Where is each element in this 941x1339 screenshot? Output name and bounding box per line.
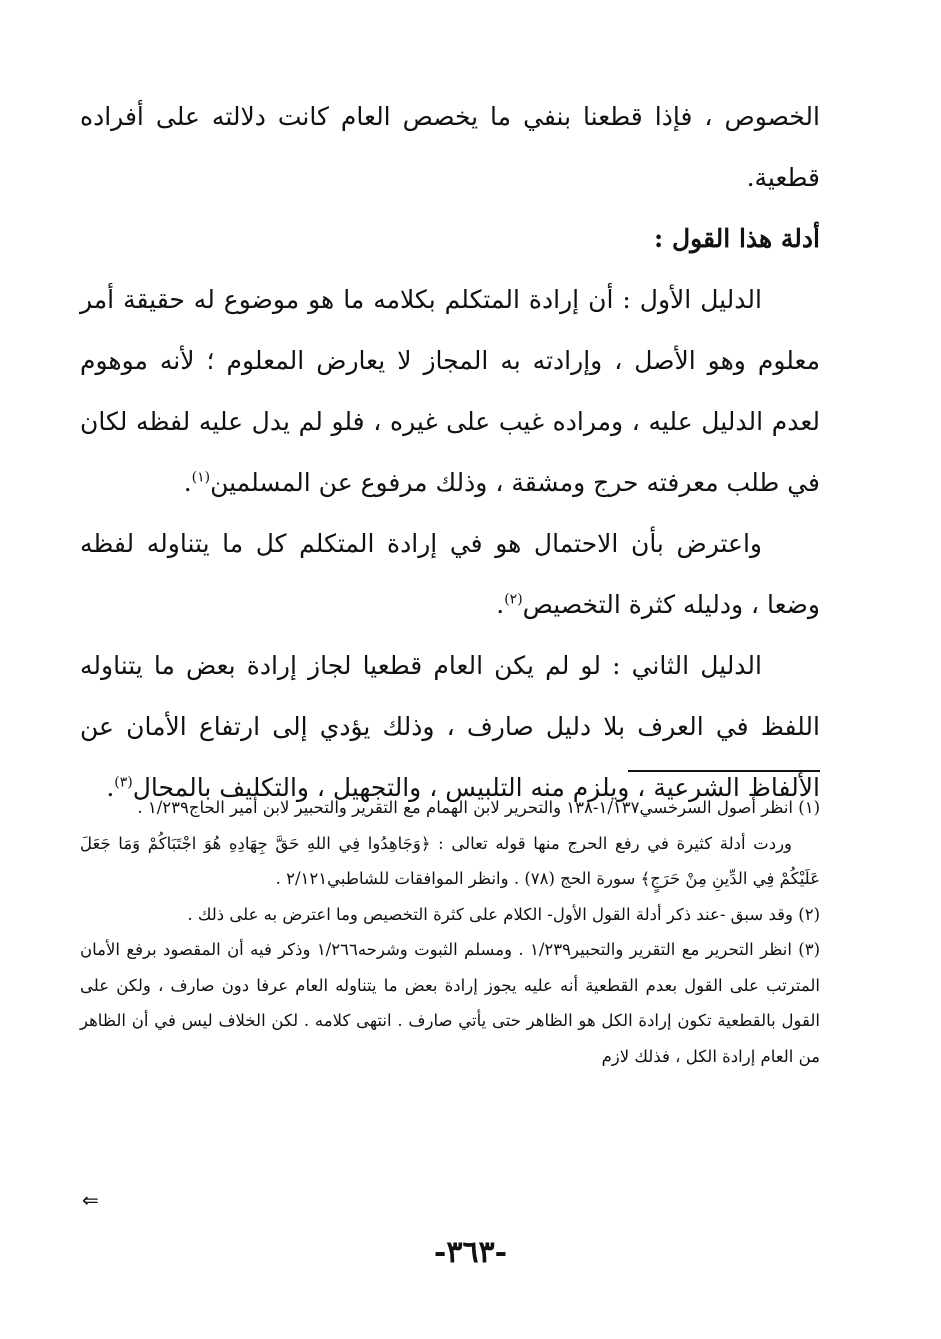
- footnote-1: (١) انظر أصول السرخسي١/١٣٧-١٣٨ والتحرير لابن الهمام مع التقرير والتحبير لابن أمير الحاج١/٢٣٩ .: [137, 798, 820, 817]
- paragraph-objection: [80, 513, 820, 635]
- end-mark: .: [106, 773, 115, 802]
- end-mark: .: [496, 590, 505, 619]
- continuation-arrow-icon: ⇐: [82, 1188, 99, 1212]
- footnote-3: (٣) انظر التحرير مع التقرير والتحبير١/٢٣٩ . ومسلم الثبوت وشرحه١/٢٦٦ وذكر فيه أن المقصود برفع الأمان المترتب على القول بعدم القطعية أنه عليه يجوز إرادة بعض ما يتناوله العام عرفا دون صارف ، ولكن على القول بالقطعية تكون إرادة الكل هو الظاهر حتى يأتي صارف . انتهى كلامه . لكن الخلاف ليس في أن الظاهر من العام إرادة الكل ، فذلك لازم: [80, 940, 821, 1066]
- page-number: -٣٦٣-: [433, 1235, 508, 1270]
- footnotes: [80, 790, 820, 1074]
- section-heading: أدلة هذا القول :: [654, 224, 820, 253]
- footnote-ref-2[interactable]: (٢): [504, 591, 523, 608]
- paragraph-text: الدليل الثاني : لو لم يكن العام قطعيا لجاز إرادة بعض ما يتناوله اللفظ في العرف بلا دليل صارف ، وذلك يؤدي إلى ارتفاع الأمان عن الألفاظ الشرعية ، ويلزم منه التلبيس ، والتجهيل ، والتكليف بالمحال: [80, 651, 820, 802]
- end-mark: .: [183, 468, 192, 497]
- paragraph-closing-previous: الخصوص ، فإذا قطعنا بنفي ما يخصص العام كانت دلالته على أفراده قطعية.: [80, 102, 820, 192]
- paragraph-text: واعترض بأن الاحتمال هو في إرادة المتكلم كل ما يتناوله لفظه وضعا ، ودليله كثرة التخصيص: [80, 529, 820, 619]
- main-text: [80, 86, 820, 818]
- footnote-ref-1[interactable]: (١): [191, 469, 211, 486]
- footnote-1-continuation: وردت أدلة كثيرة في رفع الحرج منها قوله تعالى : ﴿وَجَاهِدُوا فِي اللهِ حَقَّ جِهَادِهِ هُوَ اجْتَبَاكُمْ وَمَا جَعَلَ عَلَيْكُمْ فِي الدِّينِ مِنْ حَرَجٍ﴾ سورة الحج (٧٨) . وانظر الموافقات للشاطبي٢/١٢١ .: [80, 833, 820, 888]
- paragraph-text: الدليل الأول : أن إرادة المتكلم بكلامه ما هو موضوع له حقيقة أمر معلوم وهو الأصل ، وإرادته به المجاز لا يعارض المعلوم ؛ لأنه موهوم لعدم الدليل عليه ، ومراده غيب على غيره ، فلو لم يدل عليه لفظه لكان في طلب معرفته حرج ومشقة ، وذلك مرفوع عن المسلمين: [80, 285, 820, 497]
- footnote-2: (٢) وقد سبق -عند ذكر أدلة القول الأول- الكلام على كثرة التخصيص وما اعترض به على ذلك .: [187, 904, 820, 924]
- paragraph-first-evidence: [80, 269, 820, 513]
- footnote-ref-3[interactable]: (٣): [114, 774, 133, 791]
- footnote-separator: [628, 770, 820, 772]
